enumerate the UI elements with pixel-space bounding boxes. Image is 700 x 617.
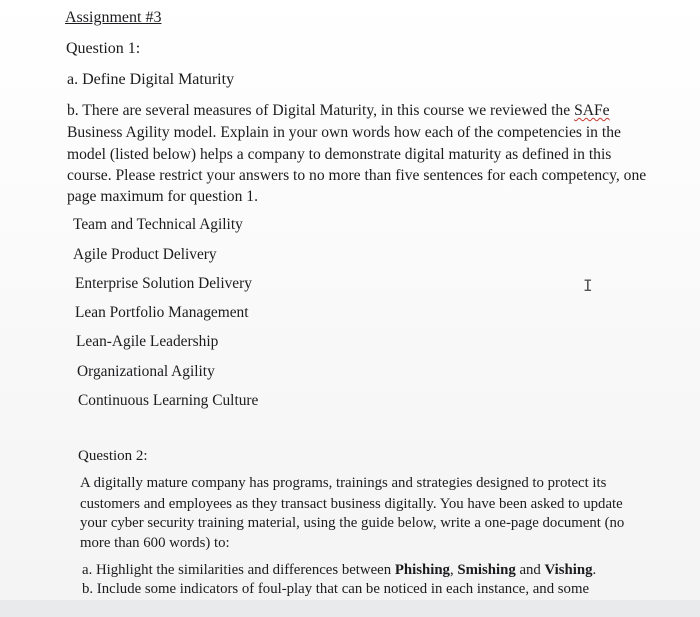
safe-misspelled-word: SAFe xyxy=(574,102,610,119)
assignment-title: Assignment #3 xyxy=(65,9,162,26)
competency-item: Continuous Learning Culture xyxy=(78,392,259,409)
smishing-term: Smishing xyxy=(457,562,516,578)
question1-heading: Question 1: xyxy=(66,40,141,57)
question2-item-a xyxy=(82,562,596,579)
question2-intro-line: customers and employees as they transact business digitally. You have been asked to update xyxy=(80,496,623,512)
question1-part-b-line4: course. Please restrict your answers to no more than five sentences for each competency, one xyxy=(67,167,647,184)
question1-part-b-line3: model (listed below) helps a company to demonstrate digital maturity as defined in this xyxy=(67,146,612,163)
competency-item: Agile Product Delivery xyxy=(73,246,217,263)
item-a-separator: , xyxy=(449,562,458,578)
question2-heading: Question 2: xyxy=(78,448,148,464)
question1-part-b-line5: page maximum for question 1. xyxy=(67,188,258,205)
item-a-text: a. Highlight the similarities and differences between xyxy=(82,562,395,578)
question1-part-a: a. Define Digital Maturity xyxy=(67,71,235,88)
competency-item: Lean-Agile Leadership xyxy=(76,333,219,350)
item-a-end: . xyxy=(592,562,597,578)
question1-part-b-line1 xyxy=(67,102,610,120)
vishing-term: Vishing xyxy=(544,562,593,578)
competency-item: Team and Technical Agility xyxy=(73,216,243,233)
phishing-term: Phishing xyxy=(394,562,450,578)
part-b-text: b. There are several measures of Digital Maturity, in this course we reviewed the xyxy=(67,102,575,119)
question2-intro-line: your cyber security training material, using the guide below, write a one-page document (no xyxy=(80,515,625,531)
question2-intro-line: A digitally mature company has programs, trainings and strategies designed to protect its xyxy=(80,475,607,491)
question2-intro-line: more than 600 words) to: xyxy=(80,535,230,551)
competency-item: Organizational Agility xyxy=(77,363,215,380)
question1-part-b-line2: Business Agility model. Explain in your own words how each of the competencies in the xyxy=(67,124,621,141)
item-a-and: and xyxy=(515,562,545,578)
question2-item-b: b. Include some indicators of foul-play that can be noticed in each instance, and some xyxy=(82,581,590,597)
competency-item: Lean Portfolio Management xyxy=(75,304,249,321)
competency-item: Enterprise Solution Delivery xyxy=(75,275,252,292)
text-cursor-icon: I xyxy=(583,276,593,295)
page-bottom-margin xyxy=(0,600,700,617)
